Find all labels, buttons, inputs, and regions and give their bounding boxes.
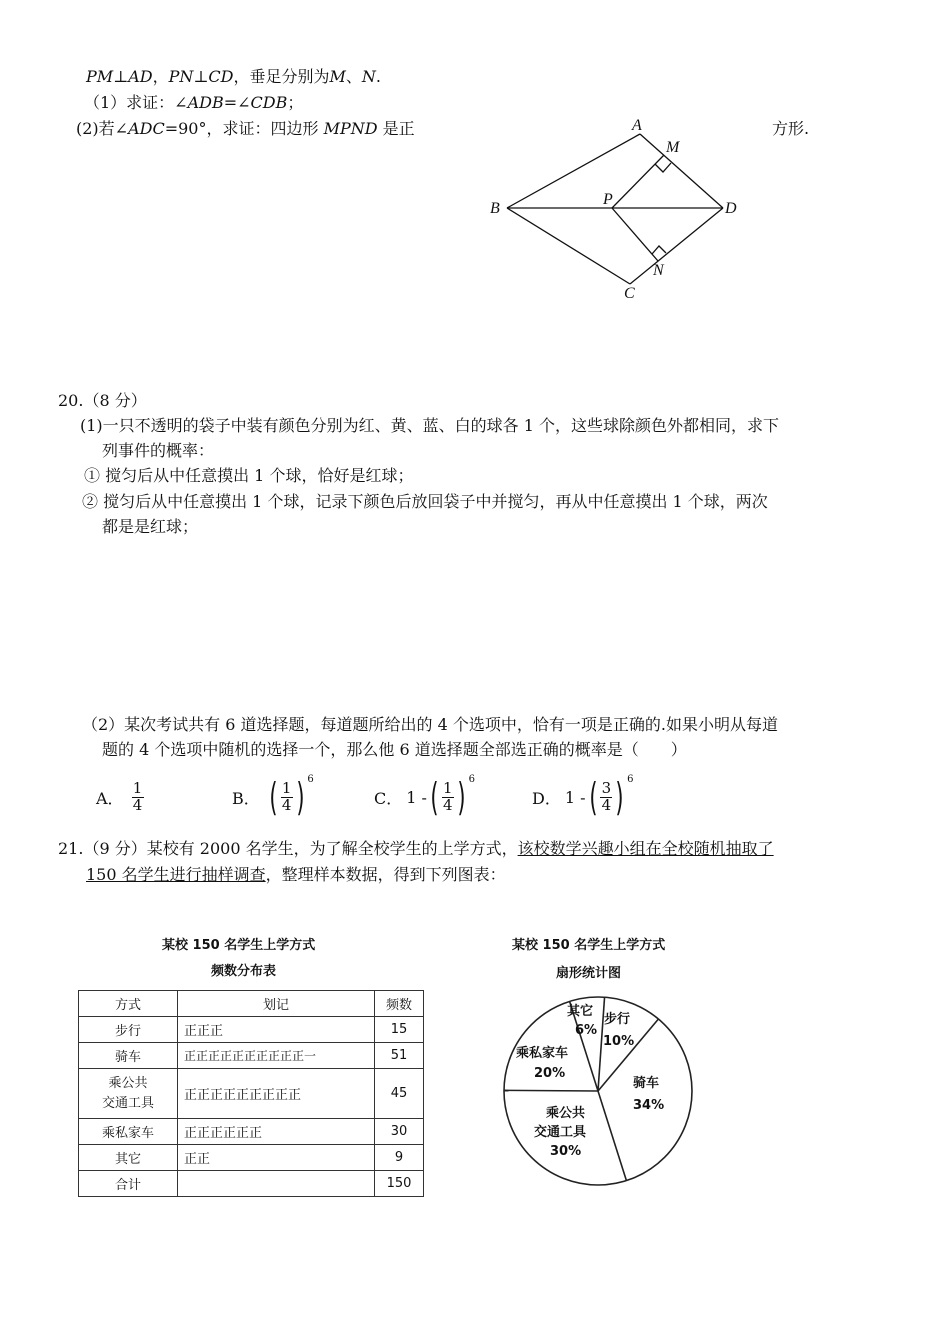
paren-power: ( $\frac{1}{4}$ ) $^6$ (430, 774, 475, 819)
perp-symbol: ⊥ (193, 67, 209, 86)
col-header-count: 频数 (375, 991, 424, 1017)
angle-adb: ADB (187, 93, 224, 112)
cell-mode: 乘私家车 (79, 1119, 178, 1145)
geometry-figure (480, 112, 760, 312)
cell-count: 51 (375, 1043, 424, 1069)
q20-item1: ① 搅匀后从中任意摸出 1 个球，恰好是红球； (84, 466, 414, 485)
point-p-label: P (603, 191, 613, 208)
cell-tally (178, 1171, 375, 1197)
option-a[interactable] (96, 774, 144, 820)
angle-eq: =∠ (223, 93, 251, 112)
cell-mode: 骑车 (79, 1043, 178, 1069)
denominator: 4 (442, 795, 453, 814)
exponent: 6 (307, 774, 314, 785)
paren-power: ( $\frac{3}{4}$ ) $^6$ (588, 774, 634, 819)
q19-part2 (76, 116, 415, 139)
q19-part2-prefix: (2)若∠ (76, 119, 129, 138)
pie-slices (504, 997, 692, 1185)
cell-count: 45 (375, 1069, 424, 1119)
q19-part2-end: 是正 (377, 119, 415, 138)
angle-cdb: CDB (250, 93, 288, 112)
cell-tally: 正正 (178, 1145, 375, 1171)
cell-count: 150 (375, 1171, 424, 1197)
q20-part1-line2: 列事件的概率： (102, 441, 215, 460)
edge-bc (507, 208, 630, 284)
q19-line1-text: ，垂足分别为 (233, 67, 330, 86)
q21-line1-underlined: 该校数学兴趣小组在全校随机抽取了 (517, 839, 774, 858)
q21-line2-underlined: 150 名学生进行抽样调查 (86, 865, 266, 884)
col-header-mode: 方式 (79, 991, 178, 1017)
q19-part1-prefix: （1）求证：∠ (84, 93, 188, 112)
table-total-row (79, 1171, 424, 1197)
semicolon: ； (287, 93, 304, 112)
table-title-1: 某校 150 名学生上学方式 (162, 938, 316, 953)
q21-line1 (58, 836, 774, 859)
label-other-pct: 6% (575, 1023, 598, 1038)
option-d-prefix: 1 - (564, 787, 586, 807)
separator: 、 (345, 67, 362, 86)
q21-line2-plain: ，整理样本数据，得到下列图表： (265, 865, 506, 884)
point-n-label: N (361, 67, 376, 86)
q20-part2-line2: 题的 4 个选项中随机的选择一个，那么他 6 道选择题全部选正确的概率是（ ） (102, 740, 687, 759)
label-bike-pct: 34% (633, 1098, 665, 1113)
denominator: 4 (601, 795, 612, 814)
label-bus-pct: 30% (550, 1144, 582, 1159)
label-bike-name: 骑车 (633, 1076, 660, 1091)
label-walk-pct: 10% (603, 1034, 635, 1049)
q20-item2-line2: 都是是红球； (102, 517, 199, 536)
pie-slice-boundary-乘私家车 (504, 1090, 598, 1091)
exponent: 6 (627, 774, 634, 785)
seg-pn: PN (168, 67, 194, 86)
seg-pm: PM (86, 67, 114, 86)
cell-count: 15 (375, 1017, 424, 1043)
numerator: 1 (442, 778, 453, 797)
option-c-prefix: 1 - (406, 787, 427, 807)
fraction (132, 778, 144, 814)
col-header-tally: 划记 (178, 991, 375, 1017)
cell-count: 9 (375, 1145, 424, 1171)
option-c[interactable] (374, 774, 475, 820)
cell-tally: 正正正正正正正正正 (178, 1069, 375, 1119)
cell-mode (79, 1069, 178, 1119)
option-d-label: D． (532, 788, 561, 808)
fraction (281, 778, 293, 814)
option-b[interactable] (232, 774, 314, 820)
segment-pm (612, 155, 664, 208)
period: . (375, 67, 382, 86)
table-header-row (79, 991, 424, 1017)
point-m-label: M (666, 139, 680, 156)
seg-cd: CD (208, 67, 234, 86)
label-bus-name1: 乘公共 (546, 1106, 586, 1121)
seg-ad: AD (128, 67, 153, 86)
vertex-b-label: B (490, 200, 500, 217)
label-car-name: 乘私家车 (516, 1046, 569, 1061)
numerator: 1 (132, 778, 143, 797)
table-row (79, 1043, 424, 1069)
frequency-table (78, 990, 424, 1197)
vertex-a-label: A (632, 117, 642, 134)
table-row (79, 1017, 424, 1043)
table-row (79, 1069, 424, 1119)
label-other-name: 其它 (567, 1004, 594, 1019)
cell-mode: 其它 (79, 1145, 178, 1171)
fraction (442, 778, 454, 814)
q19-part2-mid: =90°，求证：四边形 (164, 119, 324, 138)
vertex-d-label: D (725, 200, 737, 217)
table-title-2: 频数分布表 (211, 964, 277, 979)
q19-part1 (84, 90, 303, 113)
label-walk-name: 步行 (604, 1012, 631, 1027)
q20-part2-line1: （2）某次考试共有 6 道选择题，每道题所给出的 4 个选项中，恰有一项是正确的.如果小明从每道 (82, 715, 778, 734)
label-bus-name2: 交通工具 (534, 1125, 587, 1140)
cell-tally: 正正正正正正 (178, 1119, 375, 1145)
pie-title-2: 扇形统计图 (556, 966, 622, 981)
denominator: 4 (132, 795, 143, 814)
q19-line1 (86, 64, 381, 87)
angle-adc: ADC (128, 119, 165, 138)
q20-header: 20.（8 分） (58, 391, 147, 410)
right-angle-n (652, 246, 666, 254)
option-a-label: A． (96, 788, 124, 808)
numerator: 3 (601, 778, 612, 797)
point-m-label: M (329, 67, 346, 86)
q21-line1-plain: 21.（9 分）某校有 2000 名学生，为了解全校学生的上学方式， (58, 839, 518, 858)
cell-count: 30 (375, 1119, 424, 1145)
q21-line2 (86, 862, 506, 885)
comma: ， (152, 67, 169, 86)
right-angle-m (655, 163, 671, 172)
option-c-label: C． (374, 788, 403, 808)
cell-mode-line1: 乘公共 (108, 1076, 148, 1091)
edge-ad (640, 134, 723, 208)
option-d[interactable] (532, 774, 634, 820)
paren-power: ( $\frac{1}{4}$ ) $^6$ (269, 774, 314, 819)
perp-symbol: ⊥ (113, 67, 129, 86)
denominator: 4 (281, 795, 292, 814)
numerator: 1 (281, 778, 292, 797)
cell-tally: 正正正正正正正正正正一 (178, 1043, 375, 1069)
q19-part2-tail: 方形. (772, 119, 810, 138)
edge-ab (507, 134, 640, 208)
table-row (79, 1119, 424, 1145)
segment-pn (612, 208, 658, 261)
option-b-label: B． (232, 788, 260, 808)
cell-tally: 正正正 (178, 1017, 375, 1043)
pie-chart (490, 985, 710, 1195)
q20-part1-line1: (1)一只不透明的袋子中装有颜色分别为红、黄、蓝、白的球各 1 个，这些球除颜色外都相同，求下 (80, 416, 780, 435)
pie-title-1: 某校 150 名学生上学方式 (512, 938, 666, 953)
point-n-label: N (653, 262, 664, 279)
label-car-pct: 20% (534, 1066, 566, 1081)
table-row (79, 1145, 424, 1171)
cell-mode-line2: 交通工具 (101, 1095, 154, 1111)
quad-mpnd: MPND (323, 119, 378, 138)
cell-mode: 合计 (79, 1171, 178, 1197)
exponent: 6 (468, 774, 475, 785)
vertex-c-label: C (624, 285, 635, 302)
edge-cd (630, 208, 723, 284)
cell-mode: 步行 (79, 1017, 178, 1043)
q20-item2-line1: ② 搅匀后从中任意摸出 1 个球，记录下颜色后放回袋子中并搅匀，再从中任意摸出 1 个球，两次 (82, 492, 768, 511)
fraction (600, 778, 612, 814)
